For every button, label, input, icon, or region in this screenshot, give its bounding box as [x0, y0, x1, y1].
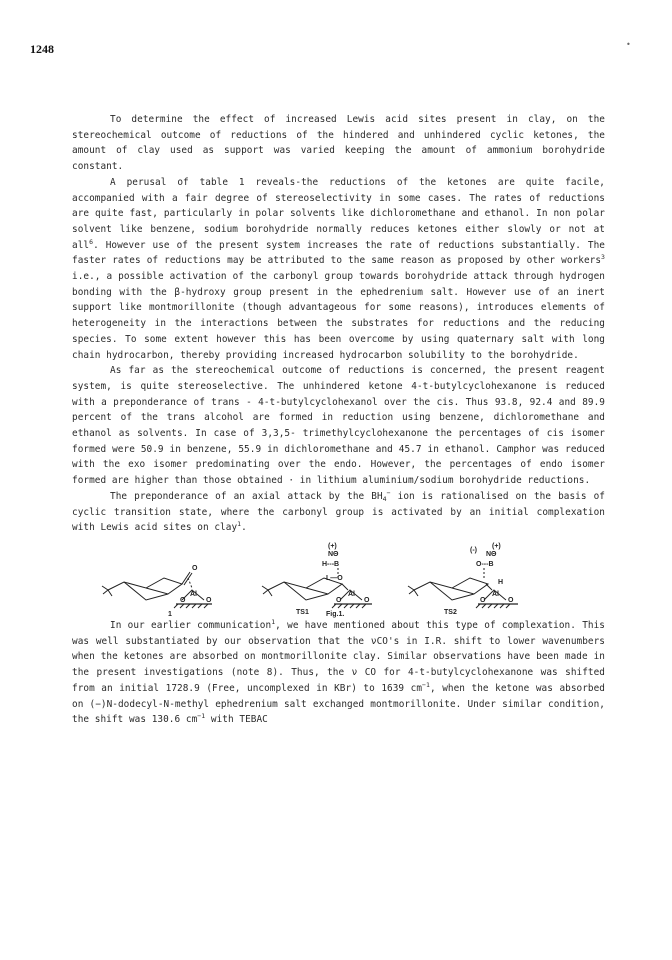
- paragraph-ir-shift: [72, 618, 605, 728]
- label-carbonyl-o: O: [192, 564, 198, 572]
- o-bond: [342, 584, 348, 590]
- paragraph-reduction-rates: [72, 175, 605, 363]
- reference-superscript: 1: [237, 520, 242, 529]
- label-n-ts1: NΘ: [328, 550, 339, 558]
- figure-drawing: [72, 538, 605, 618]
- label-ts2: TS2: [444, 608, 457, 616]
- text-segment: .: [241, 522, 247, 534]
- unit-superscript: −1: [422, 680, 430, 689]
- figure-caption: Fig.1.: [326, 610, 345, 618]
- text-segment: , when the ketone was absorbed on (−)N-dodecyl-N-methyl ephedrenium salt exchanged montmorillonite. Under similar condition, the shift was 130.6 cm: [72, 682, 606, 726]
- label-o-left-ts1: O: [336, 596, 342, 604]
- cyclohexane-ring-1: [108, 578, 182, 594]
- label-plus-ts2: (+): [492, 542, 501, 550]
- text-segment: . However use of the present system increases the rate of reductions substantially. The faster rates of reductions may be attributed to the same reason as proposed by other workers: [72, 239, 605, 267]
- figure-transition-states: [72, 538, 605, 618]
- label-o-left-1: O: [180, 596, 186, 604]
- paragraph-stereochemistry: As far as the stereochemical outcome of reductions is concerned, the present reagent system, is quite stereoselective. The unhindered ketone 4-t-butylcyclohexanone is reduced with a preponderance of trans - 4-t-butylcyclohexanol over the cis. Thus 93.8, 92.4 and 89.9 percent of the trans alcohol are formed in reduction using benzene, dichloromethane and ethanol as solvents. In case of 3,3,5- trimethylcyclohexanone the percentages of cis isomer formed were 50.9 in benzene, 55.9 in dichloromethane and 45.7 in ethanol. Camphor was reduced with the exo isomer predominating over the endo. However, the percentages of endo isomer formed are higher than those obtained · in lithium aluminium/sodium borohydride reductions.: [72, 365, 605, 487]
- page-number: 1248: [30, 42, 54, 56]
- text-segment: ion is rationalised on the basis of cyclic transition state, where the carbonyl group is activated by an initial complexation with Lewis acid sites on clay: [72, 490, 605, 534]
- label-o-right-1: O: [206, 596, 212, 604]
- text-segment: i.e., a possible activation of the carbonyl group towards borohydride attack through hydrogen bonding with the β-hydroxy group present in the ephedrenium salt. However use of an inert support like montmorillonite (though advantageous for some reasons), introduces elements of heterogeneity in the interactions between the substrates for reductions and the reducing species. To some extent however this has been overcome by using quaternary salt with long chain hydrocarbon, thereby providing increased hydrocarbon solubility to the borohydride.: [72, 271, 605, 361]
- article-body: [72, 112, 605, 728]
- cyclohexane-ring-ts2: [414, 578, 488, 594]
- o-bond-ts2: [486, 584, 492, 590]
- tbutyl-group-ts2: [408, 586, 418, 596]
- label-o-right-ts2: O: [508, 596, 514, 604]
- tbutyl-group-ts1: [262, 586, 272, 596]
- text-segment: with TEBAC: [205, 714, 268, 726]
- label-hb-ts1: H---B: [322, 560, 340, 568]
- text-segment: In our earlier communication: [110, 619, 272, 631]
- text-segment: A perusal of table 1 reveals-the reductions of the ketones are quite facile, accompanied with a fair degree of stereoselectivity in some cases. The rates of reductions are quite fast, particularly in polar solvents like dichloromethane and ethanol. In non polar solvent like benzene, sodium borohydride normally reduces ketones either slowly or not at all: [72, 176, 605, 251]
- label-structure-1: 1: [168, 610, 172, 618]
- label-al-ts2: Al: [492, 590, 499, 598]
- reference-superscript: 3: [601, 253, 605, 262]
- label-h-ts2: H: [498, 578, 504, 586]
- coordination-bond: [188, 578, 192, 588]
- reference-superscript: 1: [271, 617, 276, 626]
- label-n-ts2: NΘ: [486, 550, 497, 558]
- ring-bond: [124, 582, 168, 600]
- superscript: −: [386, 488, 391, 497]
- label-minus-ts2: (-): [470, 546, 477, 554]
- ring-bond: [430, 582, 474, 600]
- corner-mark: •: [626, 40, 631, 49]
- label-lo-ts1: L—O: [326, 574, 343, 582]
- label-ts1: TS1: [296, 608, 309, 616]
- label-al-1: Al: [190, 590, 197, 598]
- reference-superscript: 6: [89, 237, 94, 246]
- label-ob-ts2: O---B: [476, 560, 494, 568]
- label-plus-ts1: (+): [328, 542, 337, 550]
- tbutyl-group-1: [102, 586, 112, 596]
- ring-bond: [284, 582, 328, 600]
- unit-superscript: −1: [197, 712, 206, 721]
- subscript: 4: [382, 494, 387, 503]
- text-segment: , we have mentioned about this type of complexation. This was well substantiated by our observation that the νCO's in I.R. shift to lower wavenumbers when the ketones are absorbed on montmorillonite clay. Similar observations have been made in the present investigations (note 8). Thus, the ν CO for 4-t-butylcyclohexanone was shifted from an initial 1728.9 (Free, uncomplexed in KBr) to 1639 cm: [72, 619, 605, 694]
- paragraph-axial-attack: [72, 489, 605, 536]
- label-al-ts1: Al: [348, 590, 355, 598]
- paragraph-clay-amount: To determine the effect of increased Lewis acid sites present in clay, on the stereochemical outcome of reductions of the hindered and unhindered cyclic ketones, the amount of clay used as support was varied keeping the amount of ammonium borohydride constant.: [72, 114, 605, 173]
- label-o-left-ts2: O: [480, 596, 486, 604]
- label-o-right-ts1: O: [364, 596, 370, 604]
- text-segment: The preponderance of an axial attack by the BH: [110, 490, 383, 502]
